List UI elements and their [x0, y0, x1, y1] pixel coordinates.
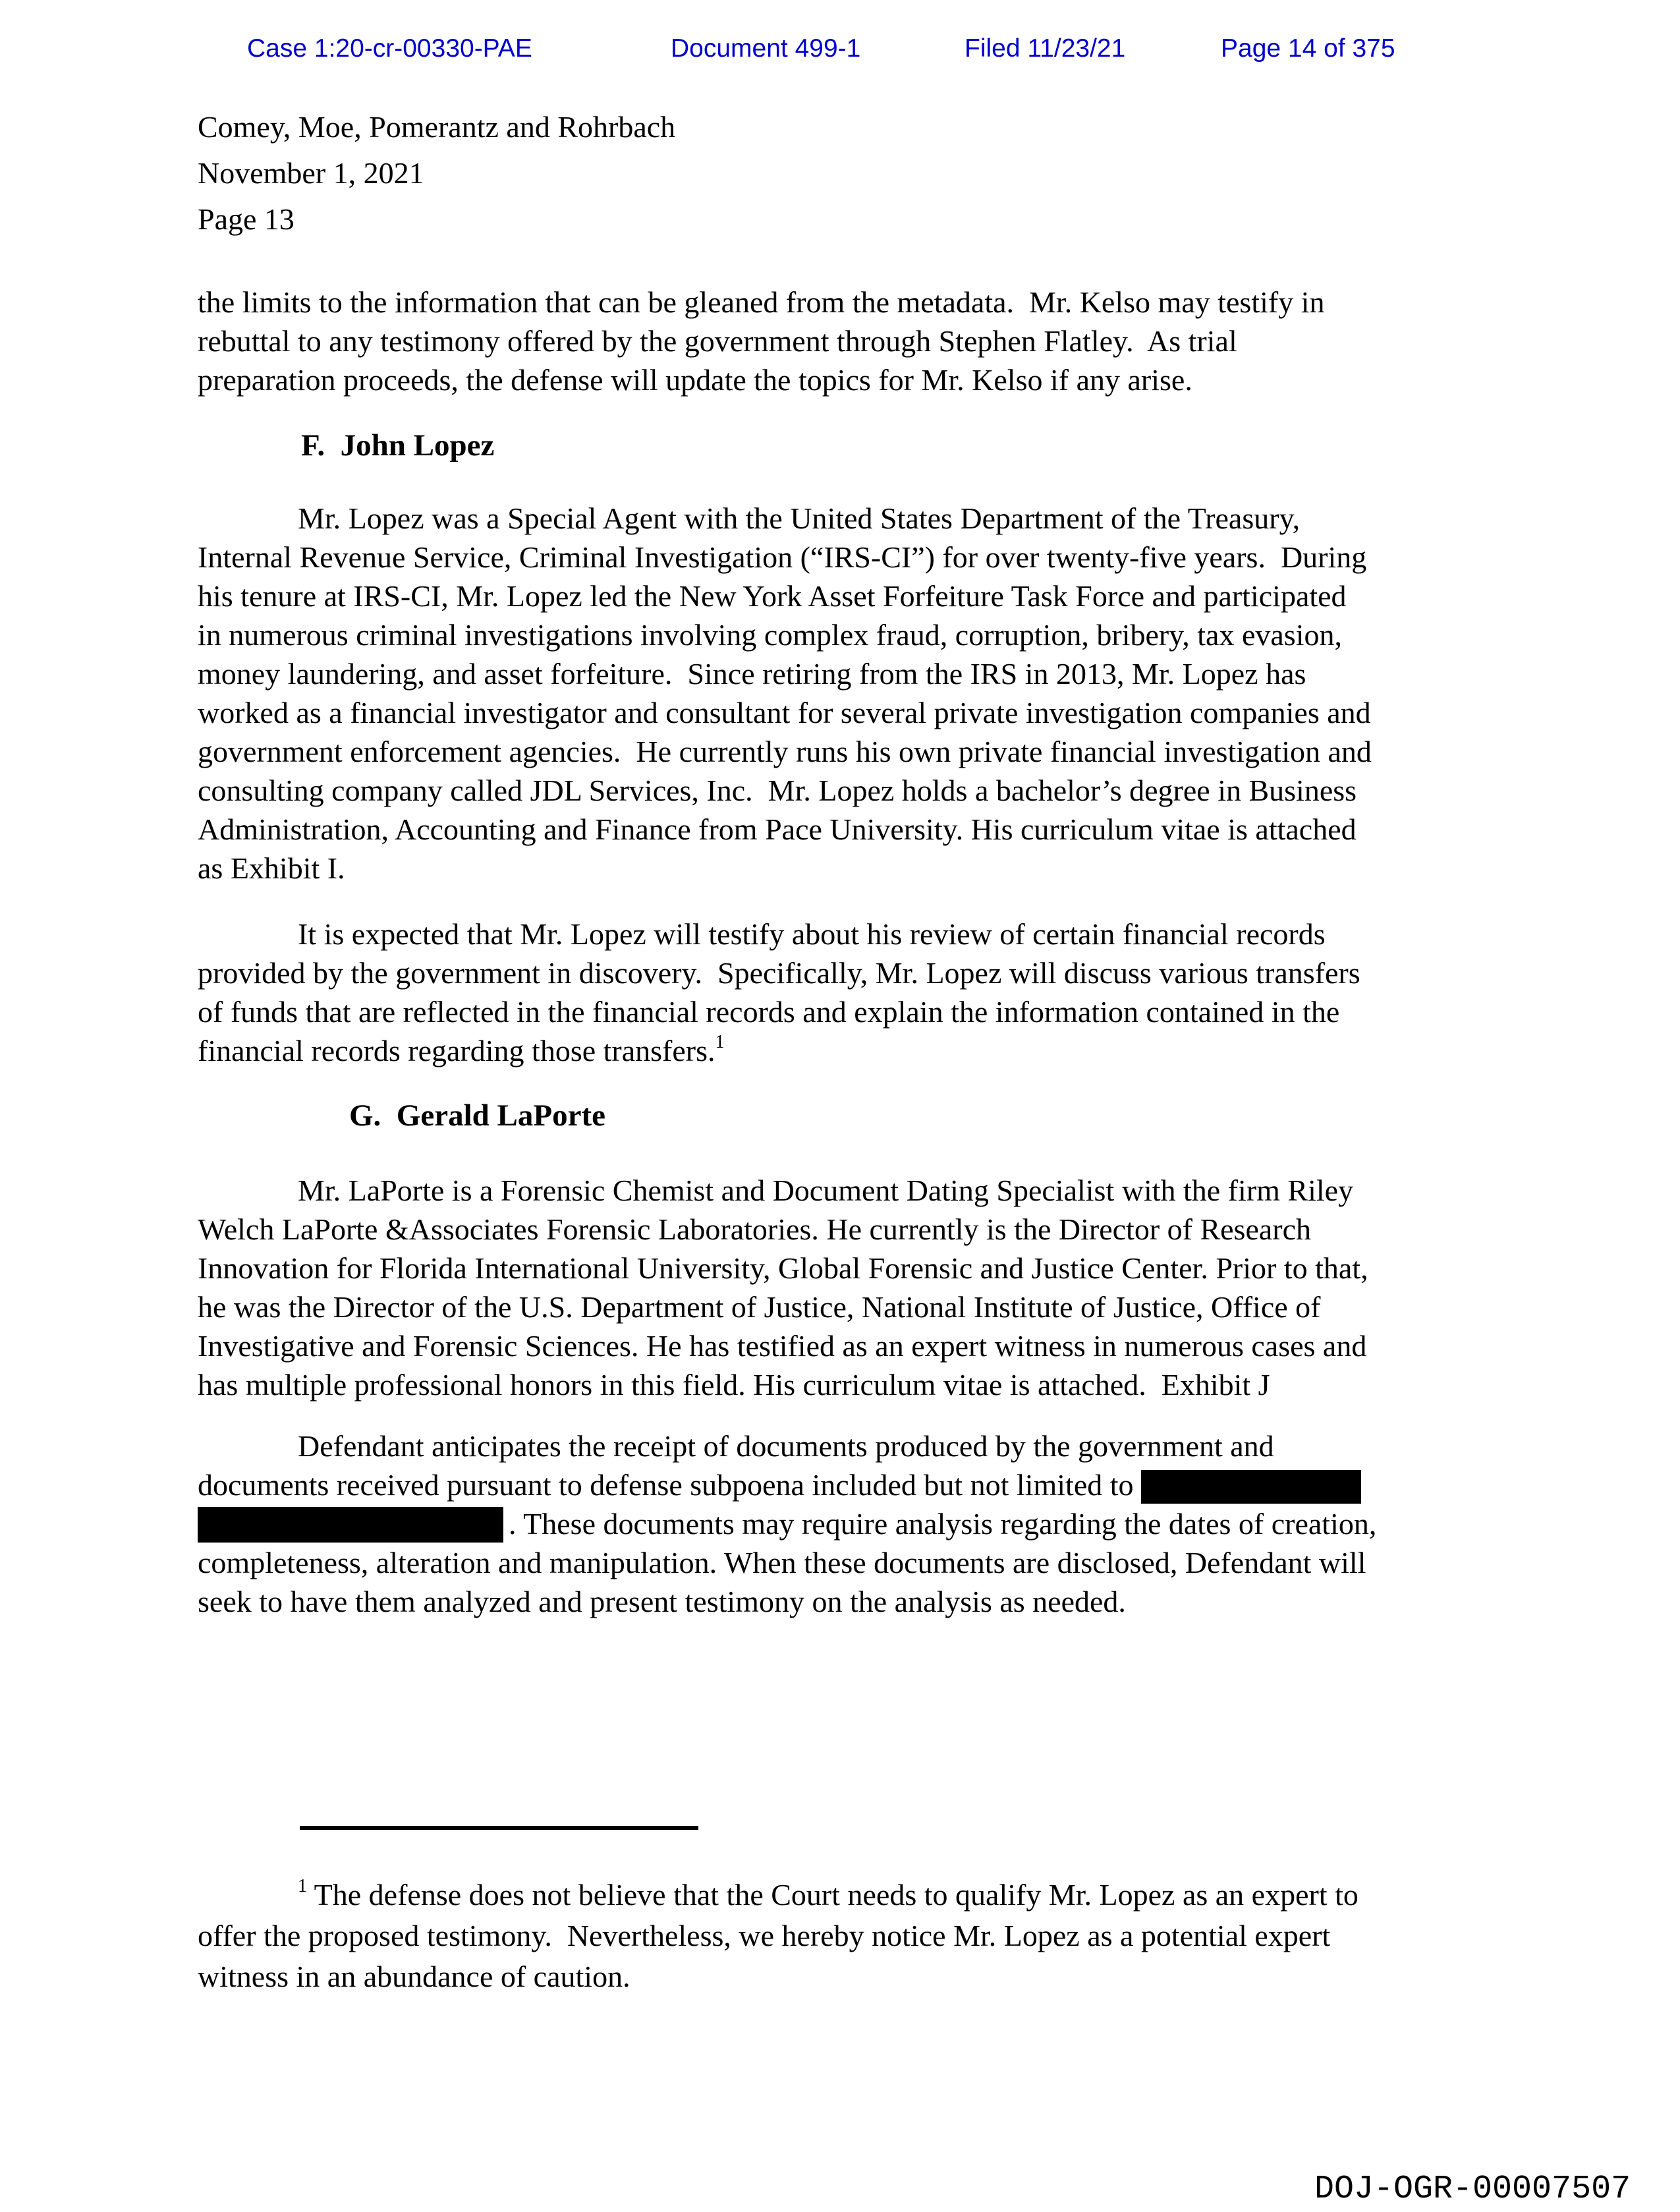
section-heading-john-lopez: F. John Lopez — [301, 428, 495, 463]
footnote-marker: 1 — [298, 1876, 307, 1896]
redaction-box — [198, 1507, 503, 1543]
text-line: his tenure at IRS-CI, Mr. Lopez led the New York Asset Forfeiture Task Force and participated — [198, 579, 1347, 613]
text-line: he was the Director of the U.S. Department of Justice, National Institute of Justice, Office of — [198, 1290, 1321, 1324]
text-line — [198, 1465, 1376, 1504]
footnote-reference-marker: 1 — [715, 1032, 725, 1052]
text-line: government enforcement agencies. He currently runs his own private financial investigation and — [198, 735, 1372, 768]
header-page-number: Page 14 of 375 — [1221, 34, 1395, 63]
paragraph-lopez-background — [198, 499, 1372, 888]
recipients-line: Comey, Moe, Pomerantz and Rohrbach — [198, 110, 676, 144]
text-line: preparation proceeds, the defense will update the topics for Mr. Kelso if any arise. — [198, 363, 1192, 397]
bates-number: DOJ-OGR-00007507 — [1314, 2170, 1631, 2208]
text-line: Administration, Accounting and Finance from Pace University. His curriculum vitae is attached — [198, 812, 1357, 846]
text-line: completeness, alteration and manipulation. When these documents are disclosed, Defendant will — [198, 1546, 1366, 1579]
text-line: in numerous criminal investigations involving complex fraud, corruption, bribery, tax evasion, — [198, 618, 1342, 652]
text-line: Investigative and Forensic Sciences. He has testified as an expert witness in numerous cases and — [198, 1329, 1367, 1363]
paragraph-laporte-background — [198, 1171, 1368, 1404]
text-line: money laundering, and asset forfeiture. Since retiring from the IRS in 2013, Mr. Lopez has — [198, 657, 1306, 691]
footnote — [198, 1875, 1358, 1997]
text-line: as Exhibit I. — [198, 851, 345, 885]
header-filed-date: Filed 11/23/21 — [965, 34, 1126, 63]
header-document-number: Document 499-1 — [671, 34, 861, 63]
page-13-line: Page 13 — [198, 202, 294, 236]
court-stamp-header — [0, 34, 1680, 74]
footnote-line: offer the proposed testimony. Nevertheless, we hereby notice Mr. Lopez as a potential expert — [198, 1919, 1331, 1952]
text-line: has multiple professional honors in this field. His curriculum vitae is attached. Exhibit J — [198, 1368, 1270, 1402]
text-line — [198, 1031, 1360, 1070]
paragraph-documents-analysis — [198, 1427, 1376, 1621]
footnote-line: witness in an abundance of caution. — [198, 1960, 630, 1993]
text-line: Innovation for Florida International University, Global Forensic and Justice Center. Prior to that, — [198, 1251, 1368, 1285]
header-case-number: Case 1:20-cr-00330-PAE — [247, 34, 532, 63]
text-segment: documents received pursuant to defense subpoena included but not limited to — [198, 1468, 1142, 1502]
text-line: It is expected that Mr. Lopez will testify about his review of certain financial records — [298, 917, 1326, 951]
text-line: the limits to the information that can be gleaned from the metadata. Mr. Kelso may testify in — [198, 285, 1325, 319]
text-segment: . These documents may require analysis regarding the dates of creation, — [509, 1507, 1377, 1541]
text-line: provided by the government in discovery. Specifically, Mr. Lopez will discuss various transfers — [198, 956, 1360, 990]
letterhead-block — [198, 104, 675, 242]
redaction-box — [1141, 1470, 1361, 1504]
date-line: November 1, 2021 — [198, 156, 424, 190]
paragraph-kelso-continuation — [198, 283, 1325, 399]
text-segment: The defense does not believe that the Court needs to qualify Mr. Lopez as an expert to — [307, 1878, 1358, 1912]
text-line: seek to have them analyzed and present testimony on the analysis as needed. — [198, 1585, 1126, 1618]
section-heading-gerald-laporte: G. Gerald LaPorte — [349, 1098, 605, 1133]
text-line: Defendant anticipates the receipt of documents produced by the government and — [298, 1429, 1274, 1463]
text-line: worked as a financial investigator and consultant for several private investigation companies and — [198, 696, 1371, 729]
text-segment: financial records regarding those transfers. — [198, 1034, 715, 1067]
paragraph-lopez-testimony — [198, 915, 1360, 1070]
text-line: rebuttal to any testimony offered by the government through Stephen Flatley. As trial — [198, 324, 1237, 358]
text-line: consulting company called JDL Services, Inc. Mr. Lopez holds a bachelor’s degree in Business — [198, 774, 1357, 807]
text-line: of funds that are reflected in the financial records and explain the information contained in the — [198, 995, 1340, 1029]
text-line: Internal Revenue Service, Criminal Investigation (“IRS-CI”) for over twenty-five years. During — [198, 540, 1367, 574]
footnote-separator — [300, 1826, 698, 1830]
text-line: Mr. Lopez was a Special Agent with the United States Department of the Treasury, — [298, 501, 1301, 535]
text-line: Welch LaPorte &Associates Forensic Laboratories. He currently is the Director of Research — [198, 1212, 1312, 1246]
text-line — [198, 1504, 1376, 1543]
footnote-line — [198, 1875, 1358, 1915]
text-line: Mr. LaPorte is a Forensic Chemist and Document Dating Specialist with the firm Riley — [298, 1174, 1354, 1207]
